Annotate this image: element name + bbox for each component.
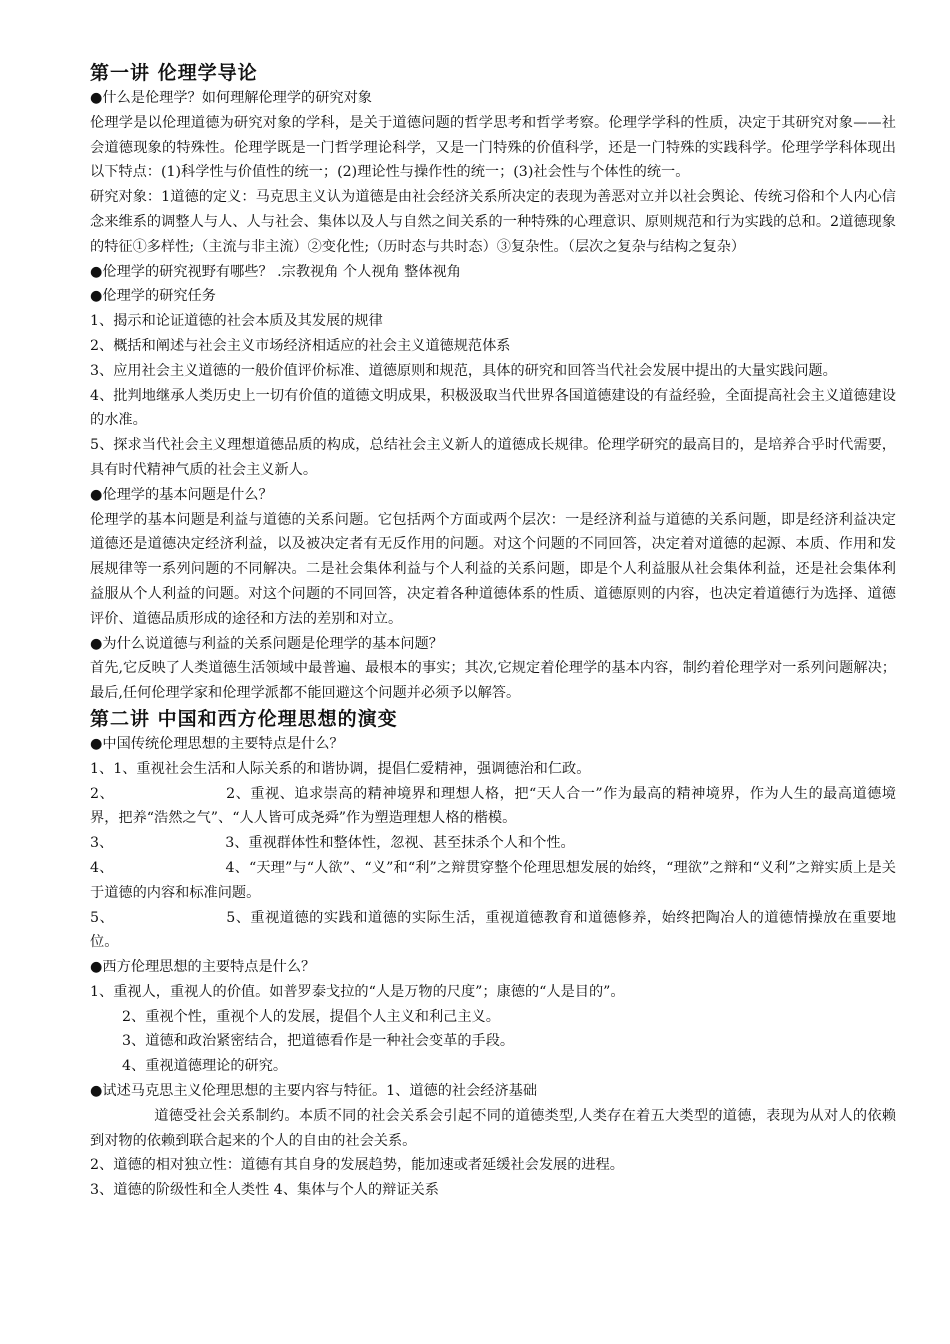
western-feature-item: 1、重视人，重视人的价值。如普罗泰戈拉的“人是万物的尺度”；康德的“人是目的”。 — [90, 983, 625, 1000]
task-item: 5、探求当代社会主义理想道德品质的构成，总结社会主义新人的道德成长规律。伦理学研究的最高目的，是培养合乎时代需要，具有时代精神气质的社会主义新人。 — [90, 437, 896, 478]
chinese-feature-item — [90, 782, 896, 832]
chinese-feature-item: 1、1、重视社会生活和人际关系的和谐协调，提倡仁爱精神，强调德治和仁政。 — [90, 760, 591, 777]
item-text: 5、重视道德的实践和道德的实际生活，重视道德教育和道德修养，始终把陶冶人的道德情操放在重要地位。 — [90, 909, 897, 951]
answer-marxist-ethics — [90, 1104, 896, 1154]
document-page — [90, 60, 896, 1203]
answer-why-basic: 首先,它反映了人类道德生活领域中最普遍、最根本的事实；其次,它规定着伦理学的基本内容，制约着伦理学对一系列问题解决；最后,任何伦理学家和伦理学派都不能回避这个问题并必须予以解答。 — [90, 660, 896, 702]
question-research-vision: ●伦理学的研究视野有哪些？ .宗教视角 个人视角 整体视角 — [90, 263, 461, 280]
item-number: 5、 — [90, 909, 115, 926]
chinese-feature-item — [90, 906, 896, 956]
answer-marxist-text: 道德受社会关系制约。本质不同的社会关系会引起不同的道德类型,人类存在着五大类型的道德，表现为从对人的依赖到对物的依赖到联合起来的个人的自由的社会关系。 — [90, 1107, 896, 1149]
lecture-2-title: 第二讲 中国和西方伦理思想的演变 — [90, 707, 398, 730]
question-western-ethics: ●西方伦理思想的主要特点是什么？ — [90, 959, 316, 976]
item-text: 3、重视群体性和整体性，忽视、甚至抹杀个人和个性。 — [225, 835, 575, 852]
task-item: 3、应用社会主义道德的一般价值评价标准、道德原则和规范，具体的研究和回答当代社会发展中提出的大量实践问题。 — [90, 362, 837, 379]
lecture-1-title: 第一讲 伦理学导论 — [90, 62, 258, 84]
question-basic-problem: ●伦理学的基本问题是什么？ — [90, 486, 273, 503]
question-marxist-ethics: ●试述马克思主义伦理思想的主要内容与特征。1、道德的社会经济基础 — [90, 1083, 538, 1100]
item-number: 3、 — [90, 835, 114, 852]
answer-basic-problem: 伦理学的基本问题是利益与道德的关系问题。它包括两个方面或两个层次：一是经济利益与道德的关系问题，即是经济利益决定道德还是道德决定经济利益，以及被决定者有无反作用的问题。对这个问题的不同回答，决定着对道德的起源、本质、作用和发展规律等一系列问题的不同解决。二是社会集体利益与个人利益的关系问题，即是个人利益服从社会集体利益，还是社会集体利益服从个人利益的问题。对这个问题的不同回答，决定着各种道德体系的性质、道德原则的内容，也决定着道德行为选择、道德评价、道德品质形成的途径和方法的差别和对立。 — [90, 511, 896, 627]
question-chinese-ethics: ●中国传统伦理思想的主要特点是什么？ — [90, 735, 344, 752]
marxist-item: 3、道德的阶级性和全人类性 4、集体与个人的辩证关系 — [90, 1182, 439, 1199]
item-text: 4、“天理”与“人欲”、“义”和“利”之辩贯穿整个伦理思想发展的始终，“理欲”之辩和“义利”之辩实质上是关于道德的内容和标准问题。 — [90, 859, 896, 901]
task-item: 2、概括和阐述与社会主义市场经济相适应的社会主义道德规范体系 — [90, 337, 511, 354]
answer-research-object: 研究对象：1道德的定义：马克思主义认为道德是由社会经济关系所决定的表现为善恶对立并以社会舆论、传统习俗和个人内心信念来维系的调整人与人、人与社会、集体以及人与自然之间关系的一种特殊的心理意识、原则规范和行为实践的总和。2道德现象的特征①多样性;（主流与非主流）②变化性;（历时态与共时态）③复杂性。（层次之复杂与结构之复杂） — [90, 189, 896, 255]
answer-what-is-ethics: 伦理学是以伦理道德为研究对象的学科，是关于道德问题的哲学思考和哲学考察。伦理学学科的性质，决定于其研究对象——社会道德现象的特殊性。伦理学既是一门哲学理论科学，又是一门特殊的价值科学，还是一门特殊的实践科学。伦理学学科体现出以下特点：(1)科学性与价值性的统一；(2)理论性与操作性的统一；(3)社会性与个体性的统一。 — [90, 114, 896, 181]
western-feature-item: 2、重视个性，重视个人的发展，提倡个人主义和利己主义。 — [122, 1008, 500, 1025]
question-research-tasks: ●伦理学的研究任务 — [90, 288, 216, 305]
marxist-item: 2、道德的相对独立性：道德有其自身的发展趋势，能加速或者延缓社会发展的进程。 — [90, 1157, 624, 1174]
western-feature-item: 3、道德和政治紧密结合，把道德看作是一种社会变革的手段。 — [122, 1033, 515, 1050]
item-text: 2、重视、追求崇高的精神境界和理想人格，把“天人合一”作为最高的精神境界，作为人生的最高道德境界，把养“浩然之气”、“人人皆可成尧舜”作为塑造理想人格的楷模。 — [90, 785, 896, 827]
question-why-basic: ●为什么说道德与利益的关系问题是伦理学的基本问题？ — [90, 635, 443, 652]
question-what-is-ethics: ●什么是伦理学？如何理解伦理学的研究对象 — [90, 90, 372, 106]
task-item: 4、批判地继承人类历史上一切有价值的道德文明成果，积极汲取当代世界各国道德建设的有益经验，全面提高社会主义道德建设的水准。 — [90, 387, 896, 429]
western-feature-item: 4、重视道德理论的研究。 — [122, 1058, 288, 1075]
task-item: 1、揭示和论证道德的社会本质及其发展的规律 — [90, 313, 383, 330]
chinese-feature-item — [90, 831, 896, 856]
item-number: 4、 — [90, 859, 114, 876]
chinese-feature-item — [90, 856, 896, 906]
item-number: 2、 — [90, 785, 115, 802]
